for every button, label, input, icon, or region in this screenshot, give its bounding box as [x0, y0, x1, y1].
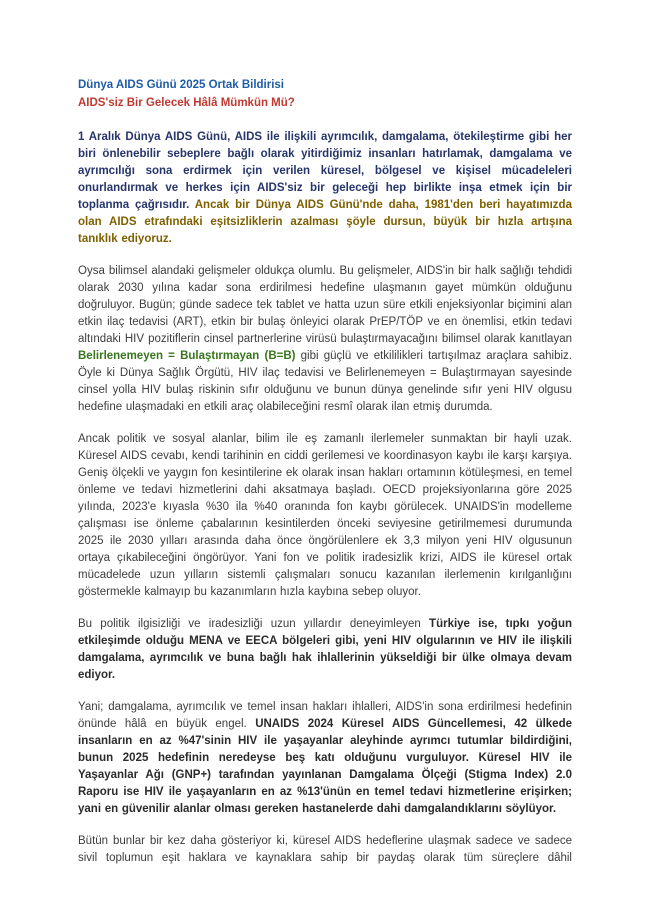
- text-segment: Ancak bir Dünya AIDS Günü'nde daha, 1981'den beri hayatımızda olan AIDS etrafındaki eşitsizliklerin azalması şöyle dursun, büyük bir hızla artışına tanıklık ediyoruz.: [78, 199, 572, 245]
- text-segment: Yani; damgalama, ayrımcılık ve temel insan hakları ihlalleri, AIDS'in sona erdirilmesi hedefinin önünde hâlâ en büyük engel.: [78, 701, 572, 730]
- paragraph: [78, 431, 572, 601]
- document-title: Dünya AIDS Günü 2025 Ortak Bildirisi: [78, 79, 284, 91]
- text-segment: Bu politik ilgisizliği ve iradesizliği uzun yıllardır deneyimleyen: [78, 618, 430, 630]
- document-body: [78, 129, 572, 867]
- document-subtitle: AIDS'siz Bir Gelecek Hâlâ Mümkün Mü?: [78, 97, 295, 109]
- text-segment: Belirlenemeyen = Bulaştırmayan (B=B): [78, 350, 296, 362]
- text-segment: Oysa bilimsel alandaki gelişmeler oldukça olumlu. Bu gelişmeler, AIDS'in bir halk sağlığı tehdidi olarak 2030 yılına kadar sona erdirilmesi hedefine ulaşmanın gayet mümkün olduğunu doğruluyor. Bugün; günde sadece tek tablet ve hatta uzun süre etkili enjeksiyonlar biçimini alan etkin ilaç tedavisi (ART), etkin bir bulaş önleyici olarak PrEP/TÖP ve en önemlisi, etkin tedavi altındaki HIV pozitiflerin cinsel partnerlerine virüsü bulaştırmayacağını bilimsel olarak kanıtlayan: [78, 265, 572, 345]
- text-segment: Ancak politik ve sosyal alanlar, bilim ile eş zamanlı ilerlemeler sunmaktan bir hayli uzak. Küresel AIDS cevabı, kendi tarihinin en ciddi gerilemesi ve koordinasyon kaybı ile karşı karşıya. Geniş ölçekli ve yaygın fon kesintilerine ek olarak insan hakları ortamının kötüleşmesi, en temel önleme ve tedavi hizmetlerini dahi aksatmaya başladı. OECD projeksiyonlarına göre 2025 yılında, 2023'e kıyasla %30 ila %40 oranında fon kaybı görülecek. UNAIDS'in modelleme çalışması ise önleme çabalarının kesintilerden önceki seviyesine getirilmemesi durumunda 2025 ile 2030 yılları arasında daha önce öngörülenlere ek 3,3 milyon yeni HIV olgusunun ortaya çıkabileceğini öngörüyor. Yani fon ve politik iradesizlik krizi, AIDS ile küresel ortak mücadelede uzun yılların sistemli çalışmaları sonucu kazanılan ilerlemenin kırılganlığını göstermekle kalmayıp bu kazanımların hızla kaybına sebep oluyor.: [78, 433, 572, 598]
- paragraph: [78, 616, 572, 684]
- text-segment: gibi güçlü ve etkililikleri tartışılmaz araçlara sahibiz. Öyle ki Dünya Sağlık Örgütü, HIV ilaç tedavisi ve Belirlenemeyen = Bulaştırmayan sayesinde cinsel yolla HIV bulaş riskinin sıfır olduğunu ve bunun dünya genelinde sıfır yeni HIV olgusu hedefine ulaşmadaki en etkili araç olabileceğini resmî olarak ilan etmiş durumda.: [78, 350, 572, 413]
- text-segment: UNAIDS 2024 Küresel AIDS Güncellemesi, 42 ülkede insanların en az %47'sinin HIV ile yaşayanlar aleyhinde ayrımcı tutumlar bildirdiğini, bunun 2025 hedefinin neredeyse beş katı olduğunu vurguluyor. Küresel HIV ile Yaşayanlar Ağı (GNP+) tarafından yayınlanan Damgalama Ölçeği (Stigma Index) 2.0 Raporu ise HIV ile yaşayanların en az %13'ünün en temel tedavi hizmetlerine erişirken; yani en güvenilir alanlar olması gereken hastanelerde dahi damgalandıklarını söylüyor.: [78, 718, 572, 815]
- paragraph: [78, 129, 572, 248]
- paragraph: [78, 263, 572, 416]
- paragraph: [78, 833, 572, 867]
- text-segment: Bütün bunlar bir kez daha gösteriyor ki, küresel AIDS hedeflerine ulaşmak sadece ve sadece sivil toplumun eşit haklara ve kaynaklara sahip bir paydaş olarak tüm süreçlere dâhil: [78, 835, 572, 864]
- paragraph: [78, 699, 572, 818]
- text-segment: 1 Aralık Dünya AIDS Günü, AIDS ile ilişkili ayrımcılık, damgalama, ötekileştirme gibi her biri önlenebilir sebeplere bağlı olarak yitirdiğimiz insanları hatırlamak, damgalama ve ayrımcılığı sona erdirmek için verilen küresel, bölgesel ve kişisel mücadeleleri onurlandırmak ve herkes için AIDS'siz bir geleceği hep birlikte inşa etmek için bir toplanma çağrısıdır.: [78, 131, 572, 211]
- text-segment: Türkiye ise, tıpkı yoğun etkileşimde olduğu MENA ve EECA bölgeleri gibi, yeni HIV olgularının ve HIV ile ilişkili damgalama, ayrımcılık ve buna bağlı hak ihlallerinin yükseldiği bir ülke olmaya devam ediyor.: [78, 618, 573, 681]
